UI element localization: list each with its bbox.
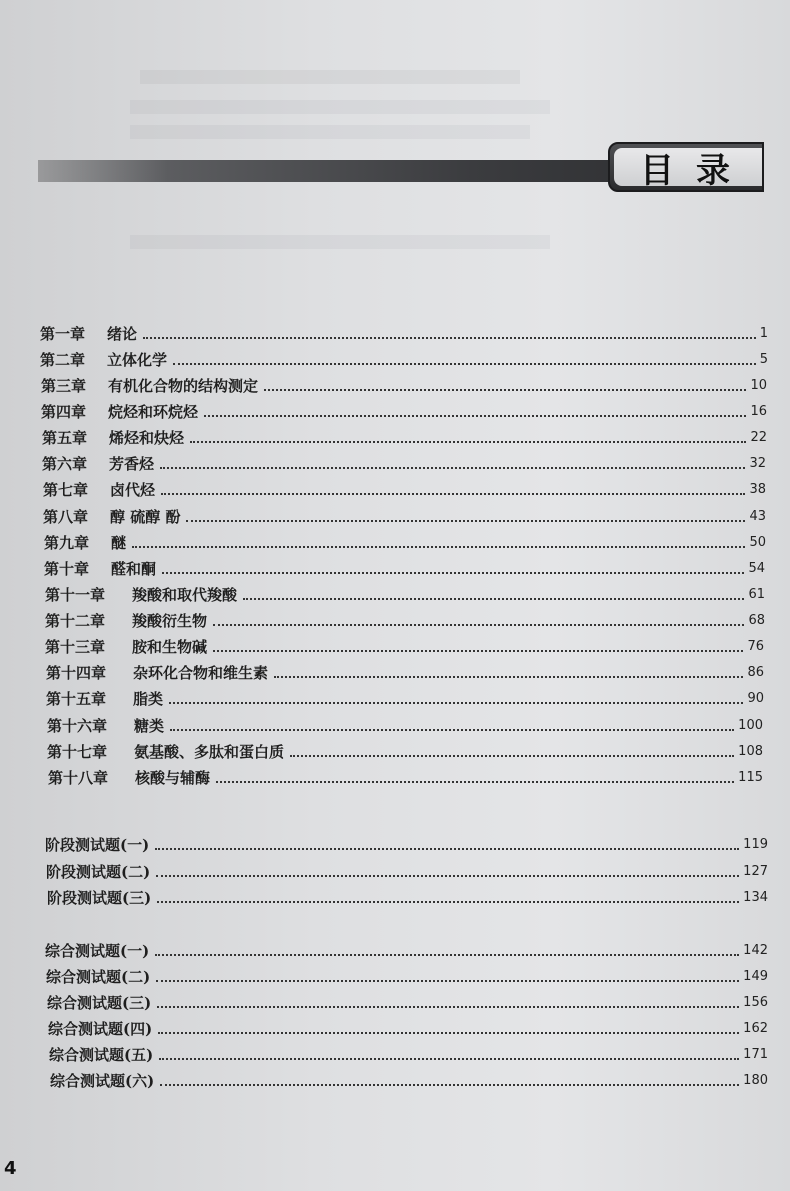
chapter-page-number: 10 <box>750 378 767 393</box>
chapter-title: 核酸与辅酶 <box>135 769 211 787</box>
chapter-title: 立体化学 <box>107 351 168 369</box>
dot-leader <box>186 520 745 522</box>
chapter-number: 第八章 <box>43 508 89 526</box>
toc-entry[interactable] <box>46 689 764 709</box>
chapter-number: 第五章 <box>42 429 88 447</box>
chapter-number: 第六章 <box>42 455 88 473</box>
dot-leader <box>264 389 746 391</box>
comprehensive-test-title: 综合测试题(二) <box>46 968 151 986</box>
chapter-page-number: 43 <box>749 509 766 524</box>
dot-leader <box>173 363 756 365</box>
chapter-title: 羧酸和取代羧酸 <box>132 586 238 604</box>
dot-leader <box>170 729 734 731</box>
chapter-title: 芳香烃 <box>109 455 155 473</box>
dot-leader <box>155 848 739 850</box>
chapter-page-number: 5 <box>759 352 768 367</box>
toc-entry[interactable] <box>48 1019 768 1039</box>
toc-entry[interactable] <box>46 862 768 882</box>
comprehensive-test-title: 综合测试题(六) <box>50 1072 155 1090</box>
chapter-page-number: 38 <box>749 482 766 497</box>
toc-entry[interactable] <box>40 324 768 344</box>
dot-leader <box>157 1006 739 1008</box>
chapter-number: 第十七章 <box>47 743 108 761</box>
dot-leader <box>156 980 739 982</box>
chapter-page-number: 32 <box>749 456 766 471</box>
toc-entry[interactable] <box>42 454 766 474</box>
chapter-title: 脂类 <box>133 690 164 708</box>
chapter-title: 绪论 <box>107 325 138 343</box>
chapter-title: 醛和酮 <box>111 560 157 578</box>
comprehensive-test-page-number: 171 <box>743 1047 768 1062</box>
dot-leader <box>132 546 745 548</box>
toc-entry[interactable] <box>47 742 763 762</box>
toc-entry[interactable] <box>49 1045 768 1065</box>
toc-entry[interactable] <box>44 559 765 579</box>
stage-test-title: 阶段测试题(二) <box>46 863 151 881</box>
toc-entry[interactable] <box>46 663 764 683</box>
chapter-number: 第四章 <box>41 403 87 421</box>
dot-leader <box>243 598 744 600</box>
dot-leader <box>158 1032 739 1034</box>
toc-entry[interactable] <box>41 376 767 396</box>
toc-entry[interactable] <box>45 611 765 631</box>
dot-leader <box>190 441 746 443</box>
chapter-page-number: 22 <box>750 430 767 445</box>
dot-leader <box>274 676 743 678</box>
dot-leader <box>156 875 739 877</box>
chapter-page-number: 115 <box>738 770 763 785</box>
chapter-page-number: 100 <box>738 718 763 733</box>
stage-test-title: 阶段测试题(三) <box>47 889 152 907</box>
dot-leader <box>160 1084 739 1086</box>
comprehensive-test-title: 综合测试题(四) <box>48 1020 153 1038</box>
chapter-title: 杂环化合物和维生素 <box>133 664 269 682</box>
chapter-page-number: 54 <box>748 561 765 576</box>
toc-entry[interactable] <box>40 350 768 370</box>
stage-test-page-number: 134 <box>743 890 768 905</box>
toc-entry[interactable] <box>42 428 767 448</box>
dot-leader <box>213 650 743 652</box>
toc-entry[interactable] <box>43 480 766 500</box>
dot-leader <box>155 954 739 956</box>
toc-entry[interactable] <box>47 716 763 736</box>
comprehensive-test-page-number: 162 <box>743 1021 768 1036</box>
toc-entry[interactable] <box>45 835 768 855</box>
dot-leader <box>216 781 734 783</box>
chapter-title: 氨基酸、多肽和蛋白质 <box>134 743 285 761</box>
chapter-page-number: 90 <box>747 691 764 706</box>
toc-entry[interactable] <box>44 533 766 553</box>
toc-entry[interactable] <box>45 637 764 657</box>
chapter-number: 第三章 <box>41 377 87 395</box>
chapter-number: 第十八章 <box>48 769 109 787</box>
chapter-title: 醚 <box>111 534 127 552</box>
stage-test-page-number: 127 <box>743 864 768 879</box>
chapter-title: 有机化合物的结构测定 <box>108 377 259 395</box>
chapter-number: 第二章 <box>40 351 86 369</box>
chapter-number: 第十二章 <box>45 612 106 630</box>
chapter-title: 羧酸衍生物 <box>132 612 208 630</box>
comprehensive-test-page-number: 180 <box>743 1073 768 1088</box>
dot-leader <box>160 467 745 469</box>
chapter-page-number: 76 <box>747 639 764 654</box>
dot-leader <box>161 493 745 495</box>
chapter-title: 卤代烃 <box>110 481 156 499</box>
chapter-page-number: 1 <box>759 326 768 341</box>
dot-leader <box>169 702 743 704</box>
chapter-title: 胺和生物碱 <box>132 638 208 656</box>
dot-leader <box>159 1058 739 1060</box>
chapter-number: 第九章 <box>44 534 90 552</box>
comprehensive-test-page-number: 156 <box>743 995 768 1010</box>
chapter-number: 第十三章 <box>45 638 106 656</box>
dot-leader <box>204 415 746 417</box>
toc-entry[interactable] <box>47 993 768 1013</box>
toc-entry[interactable] <box>47 888 768 908</box>
stage-test-page-number: 119 <box>743 837 768 852</box>
stage-test-title: 阶段测试题(一) <box>45 836 150 854</box>
chapter-number: 第十一章 <box>45 586 106 604</box>
chapter-page-number: 68 <box>748 613 765 628</box>
toc-entry[interactable] <box>43 507 766 527</box>
comprehensive-test-page-number: 149 <box>743 969 768 984</box>
chapter-page-number: 16 <box>750 404 767 419</box>
page-title: 目录 <box>640 150 752 191</box>
page-number: 4 <box>4 1158 17 1179</box>
dot-leader <box>290 755 734 757</box>
chapter-page-number: 61 <box>748 587 765 602</box>
chapter-title: 烯烃和炔烃 <box>109 429 185 447</box>
chapter-number: 第十四章 <box>46 664 107 682</box>
chapter-page-number: 50 <box>749 535 766 550</box>
chapter-number: 第十五章 <box>46 690 107 708</box>
comprehensive-test-title: 综合测试题(五) <box>49 1046 154 1064</box>
comprehensive-test-page-number: 142 <box>743 943 768 958</box>
comprehensive-test-title: 综合测试题(一) <box>45 942 150 960</box>
dot-leader <box>157 901 739 903</box>
chapter-number: 第七章 <box>43 481 89 499</box>
toc-entry[interactable] <box>45 941 768 961</box>
toc-entry[interactable] <box>48 768 763 788</box>
dot-leader <box>143 337 756 339</box>
toc-entry[interactable] <box>46 967 768 987</box>
chapter-title: 醇 硫醇 酚 <box>110 508 181 526</box>
chapter-number: 第一章 <box>40 325 86 343</box>
chapter-page-number: 108 <box>738 744 763 759</box>
chapter-page-number: 86 <box>747 665 764 680</box>
chapter-title: 糖类 <box>134 717 165 735</box>
dot-leader <box>162 572 744 574</box>
comprehensive-test-title: 综合测试题(三) <box>47 994 152 1012</box>
chapter-number: 第十章 <box>44 560 90 578</box>
toc-entry[interactable] <box>41 402 767 422</box>
toc-entry[interactable] <box>50 1071 768 1091</box>
chapter-title: 烷烃和环烷烃 <box>108 403 199 421</box>
toc-entry[interactable] <box>45 585 765 605</box>
dot-leader <box>213 624 744 626</box>
chapter-number: 第十六章 <box>47 717 108 735</box>
